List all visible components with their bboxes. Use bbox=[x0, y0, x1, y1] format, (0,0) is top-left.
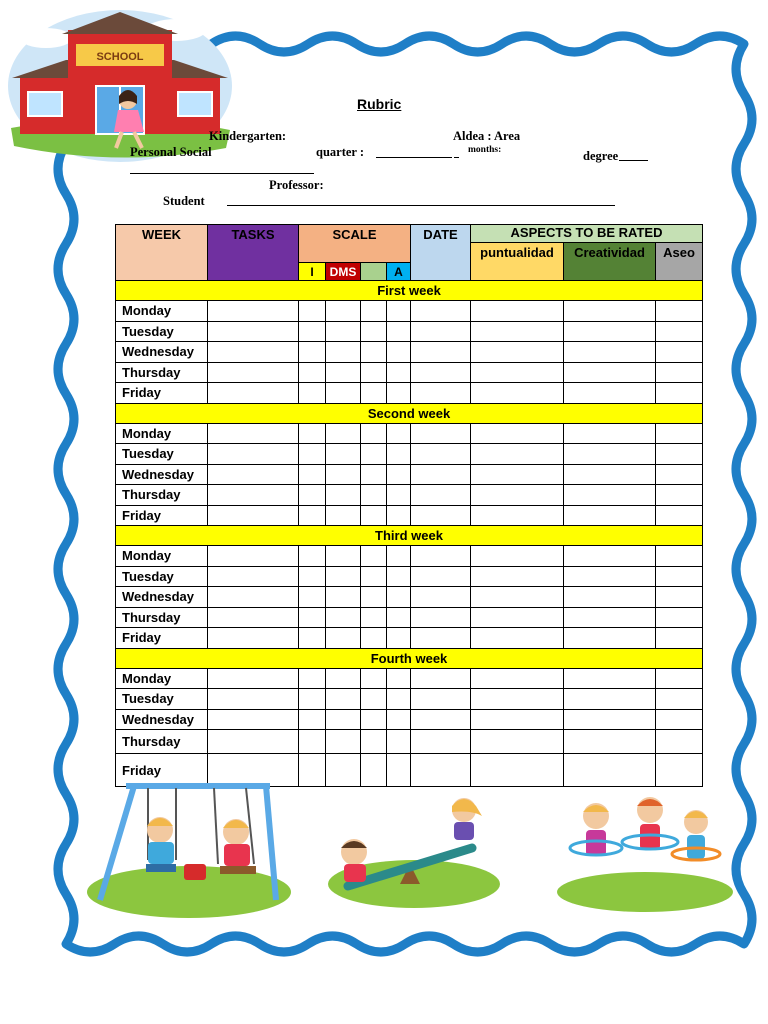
rubric-cell[interactable] bbox=[564, 754, 656, 787]
rubric-cell[interactable] bbox=[564, 464, 656, 485]
rubric-cell[interactable] bbox=[208, 464, 299, 485]
rubric-cell[interactable] bbox=[326, 546, 361, 567]
rubric-cell[interactable] bbox=[361, 566, 387, 587]
rubric-cell[interactable] bbox=[656, 485, 703, 506]
rubric-cell[interactable] bbox=[411, 423, 471, 444]
week-header-row bbox=[116, 403, 703, 423]
rubric-cell[interactable] bbox=[361, 709, 387, 730]
rubric-cell[interactable] bbox=[564, 423, 656, 444]
rubric-cell[interactable] bbox=[411, 464, 471, 485]
scale-level-a bbox=[387, 263, 411, 281]
rubric-cell[interactable] bbox=[471, 607, 564, 628]
rubric-cell[interactable] bbox=[326, 709, 361, 730]
day-row bbox=[116, 301, 703, 322]
professor-label: Professor: bbox=[269, 178, 324, 192]
rubric-cell[interactable] bbox=[564, 546, 656, 567]
personal-social-label: Personal Social bbox=[130, 145, 212, 159]
rubric-cell[interactable] bbox=[326, 362, 361, 383]
day-row bbox=[116, 628, 703, 649]
week-header-label: WEEK bbox=[142, 227, 181, 242]
rubric-cell[interactable] bbox=[326, 668, 361, 689]
date-header-label: DATE bbox=[423, 227, 458, 242]
rubric-cell[interactable] bbox=[656, 566, 703, 587]
aspect-puntualidad-label: puntualidad bbox=[480, 245, 554, 260]
rubric-cell[interactable] bbox=[361, 668, 387, 689]
day-label: Thursday bbox=[116, 485, 208, 506]
rubric-cell[interactable] bbox=[299, 709, 326, 730]
day-label: Tuesday bbox=[116, 566, 208, 587]
rubric-cell[interactable] bbox=[387, 444, 411, 465]
rubric-cell[interactable] bbox=[299, 301, 326, 322]
day-label: Tuesday bbox=[116, 689, 208, 710]
day-label: Wednesday bbox=[116, 587, 208, 608]
rubric-cell[interactable] bbox=[471, 485, 564, 506]
rubric-cell[interactable] bbox=[361, 321, 387, 342]
rubric-cell[interactable] bbox=[564, 607, 656, 628]
day-label: Friday bbox=[116, 505, 208, 526]
scale-header-label: SCALE bbox=[332, 227, 377, 242]
rubric-cell[interactable] bbox=[326, 628, 361, 649]
rubric-cell[interactable] bbox=[299, 383, 326, 404]
rubric-cell[interactable] bbox=[411, 689, 471, 710]
student-label: Student bbox=[163, 194, 205, 208]
rubric-cell[interactable] bbox=[326, 485, 361, 506]
rubric-cell[interactable] bbox=[361, 383, 387, 404]
aspect-creatividad-label: Creatividad bbox=[574, 245, 645, 260]
rubric-cell[interactable] bbox=[564, 383, 656, 404]
rubric-cell[interactable] bbox=[411, 709, 471, 730]
rubric-cell[interactable] bbox=[387, 301, 411, 322]
rubric-cell[interactable] bbox=[411, 607, 471, 628]
rubric-cell[interactable] bbox=[411, 342, 471, 363]
rubric-cell[interactable] bbox=[208, 607, 299, 628]
rubric-cell[interactable] bbox=[361, 628, 387, 649]
day-label: Tuesday bbox=[116, 321, 208, 342]
rubric-cell[interactable] bbox=[208, 383, 299, 404]
kindergarten-label: Kindergarten: bbox=[209, 129, 287, 143]
rubric-cell[interactable] bbox=[656, 587, 703, 608]
rubric-cell[interactable] bbox=[208, 628, 299, 649]
rubric-cell[interactable] bbox=[564, 709, 656, 730]
rubric-cell[interactable] bbox=[208, 362, 299, 383]
rubric-cell[interactable] bbox=[299, 689, 326, 710]
day-label: Friday bbox=[116, 383, 208, 404]
day-row bbox=[116, 362, 703, 383]
rubric-cell[interactable] bbox=[656, 301, 703, 322]
day-label: Tuesday bbox=[116, 444, 208, 465]
aspects-header-label: ASPECTS TO BE RATED bbox=[510, 225, 663, 240]
rubric-cell[interactable] bbox=[656, 342, 703, 363]
rubric-cell[interactable] bbox=[208, 546, 299, 567]
rubric-cell[interactable] bbox=[361, 362, 387, 383]
rubric-cell[interactable] bbox=[208, 485, 299, 506]
rubric-cell[interactable] bbox=[326, 383, 361, 404]
rubric-cell[interactable] bbox=[326, 342, 361, 363]
rubric-cell[interactable] bbox=[361, 485, 387, 506]
rubric-cell[interactable] bbox=[411, 668, 471, 689]
week-header-row bbox=[116, 281, 703, 301]
rubric-cell[interactable] bbox=[208, 587, 299, 608]
day-row bbox=[116, 423, 703, 444]
week-label: Second week bbox=[116, 403, 703, 423]
rubric-cell[interactable] bbox=[387, 689, 411, 710]
day-label: Wednesday bbox=[116, 709, 208, 730]
rubric-cell[interactable] bbox=[656, 709, 703, 730]
degree-field[interactable] bbox=[619, 160, 648, 161]
rubric-cell[interactable] bbox=[361, 301, 387, 322]
rubric-cell[interactable] bbox=[656, 730, 703, 754]
date-column-header bbox=[411, 225, 471, 281]
rubric-cell[interactable] bbox=[471, 566, 564, 587]
rubric-cell[interactable] bbox=[299, 464, 326, 485]
rubric-cell[interactable] bbox=[361, 342, 387, 363]
rubric-cell[interactable] bbox=[208, 689, 299, 710]
scale-column-header bbox=[299, 225, 411, 263]
rubric-cell[interactable] bbox=[299, 444, 326, 465]
rubric-cell[interactable] bbox=[361, 754, 387, 787]
rubric-cell[interactable] bbox=[208, 668, 299, 689]
rubric-table bbox=[115, 224, 703, 787]
scale-level-dms bbox=[326, 263, 361, 281]
rubric-cell[interactable] bbox=[361, 505, 387, 526]
rubric-cell[interactable] bbox=[411, 505, 471, 526]
rubric-cell[interactable] bbox=[656, 321, 703, 342]
quarter-field[interactable] bbox=[376, 157, 452, 158]
scale-level-a-label: A bbox=[394, 264, 403, 279]
day-row bbox=[116, 709, 703, 730]
rubric-cell[interactable] bbox=[564, 444, 656, 465]
rubric-cell[interactable] bbox=[387, 628, 411, 649]
rubric-cell[interactable] bbox=[361, 730, 387, 754]
rubric-cell[interactable] bbox=[471, 709, 564, 730]
rubric-cell[interactable] bbox=[208, 423, 299, 444]
day-row bbox=[116, 668, 703, 689]
day-label: Monday bbox=[116, 301, 208, 322]
page-title: Rubric bbox=[357, 96, 402, 112]
scale-level-i bbox=[299, 263, 326, 281]
scale-level-dms-label: DMS bbox=[329, 264, 357, 279]
rubric-cell[interactable] bbox=[208, 301, 299, 322]
day-label: Monday bbox=[116, 668, 208, 689]
rubric-cell[interactable] bbox=[656, 505, 703, 526]
week-label: First week bbox=[116, 281, 703, 301]
week-label: Third week bbox=[116, 526, 703, 546]
rubric-cell[interactable] bbox=[387, 423, 411, 444]
aspect-creatividad-header bbox=[564, 243, 656, 281]
rubric-cell[interactable] bbox=[564, 628, 656, 649]
rubric-cell[interactable] bbox=[656, 668, 703, 689]
rubric-cell[interactable] bbox=[361, 607, 387, 628]
rubric-cell[interactable] bbox=[471, 464, 564, 485]
rubric-cell[interactable] bbox=[387, 546, 411, 567]
rubric-cell[interactable] bbox=[326, 730, 361, 754]
rubric-cell[interactable] bbox=[564, 668, 656, 689]
rubric-cell[interactable] bbox=[471, 505, 564, 526]
rubric-cell[interactable] bbox=[656, 754, 703, 787]
rubric-cell[interactable] bbox=[411, 587, 471, 608]
day-row bbox=[116, 607, 703, 628]
day-label: Monday bbox=[116, 423, 208, 444]
rubric-cell[interactable] bbox=[299, 607, 326, 628]
hula-hoop-illustration bbox=[556, 788, 734, 914]
rubric-cell[interactable] bbox=[411, 444, 471, 465]
rubric-cell[interactable] bbox=[326, 423, 361, 444]
rubric-cell[interactable] bbox=[471, 383, 564, 404]
rubric-cell[interactable] bbox=[299, 423, 326, 444]
rubric-cell[interactable] bbox=[208, 566, 299, 587]
week-header-row bbox=[116, 648, 703, 668]
rubric-cell[interactable] bbox=[564, 321, 656, 342]
day-row bbox=[116, 689, 703, 710]
rubric-cell[interactable] bbox=[564, 587, 656, 608]
student-field[interactable] bbox=[227, 205, 615, 206]
rubric-cell[interactable] bbox=[387, 383, 411, 404]
scale-level-i-label: I bbox=[310, 264, 314, 279]
rubric-cell[interactable] bbox=[656, 628, 703, 649]
day-row bbox=[116, 444, 703, 465]
rubric-cell[interactable] bbox=[387, 730, 411, 754]
personal-social-field[interactable] bbox=[130, 173, 314, 174]
rubric-cell[interactable] bbox=[411, 730, 471, 754]
day-label: Thursday bbox=[116, 362, 208, 383]
rubric-cell[interactable] bbox=[471, 668, 564, 689]
tasks-header-label: TASKS bbox=[231, 227, 275, 242]
week-header-row bbox=[116, 526, 703, 546]
rubric-cell[interactable] bbox=[326, 464, 361, 485]
rubric-cell[interactable] bbox=[411, 362, 471, 383]
rubric-cell[interactable] bbox=[656, 464, 703, 485]
rubric-cell[interactable] bbox=[387, 321, 411, 342]
rubric-cell[interactable] bbox=[564, 505, 656, 526]
rubric-cell[interactable] bbox=[411, 383, 471, 404]
rubric-cell[interactable] bbox=[387, 464, 411, 485]
rubric-cell[interactable] bbox=[299, 546, 326, 567]
rubric-cell[interactable] bbox=[299, 628, 326, 649]
rubric-cell[interactable] bbox=[326, 301, 361, 322]
rubric-cell[interactable] bbox=[299, 485, 326, 506]
rubric-cell[interactable] bbox=[471, 423, 564, 444]
week-label: Fourth week bbox=[116, 648, 703, 668]
rubric-cell[interactable] bbox=[471, 546, 564, 567]
rubric-cell[interactable] bbox=[387, 485, 411, 506]
rubric-cell[interactable] bbox=[387, 607, 411, 628]
rubric-cell[interactable] bbox=[326, 505, 361, 526]
day-row bbox=[116, 464, 703, 485]
rubric-cell[interactable] bbox=[411, 321, 471, 342]
rubric-cell[interactable] bbox=[471, 362, 564, 383]
rubric-cell[interactable] bbox=[471, 730, 564, 754]
rubric-cell[interactable] bbox=[299, 668, 326, 689]
rubric-cell[interactable] bbox=[564, 485, 656, 506]
rubric-cell[interactable] bbox=[564, 342, 656, 363]
rubric-cell[interactable] bbox=[471, 587, 564, 608]
rubric-cell[interactable] bbox=[361, 689, 387, 710]
rubric-cell[interactable] bbox=[411, 485, 471, 506]
rubric-cell[interactable] bbox=[326, 689, 361, 710]
rubric-cell[interactable] bbox=[299, 362, 326, 383]
rubric-cell[interactable] bbox=[471, 321, 564, 342]
day-row bbox=[116, 546, 703, 567]
rubric-cell[interactable] bbox=[656, 383, 703, 404]
day-row bbox=[116, 342, 703, 363]
day-row bbox=[116, 505, 703, 526]
day-row bbox=[116, 485, 703, 506]
rubric-cell[interactable] bbox=[564, 301, 656, 322]
day-label: Thursday bbox=[116, 607, 208, 628]
rubric-cell[interactable] bbox=[411, 566, 471, 587]
day-row bbox=[116, 321, 703, 342]
seesaw-illustration bbox=[326, 790, 502, 910]
school-illustration bbox=[6, 8, 234, 164]
quarter-field-dash bbox=[454, 157, 459, 158]
aspects-header bbox=[471, 225, 703, 243]
rubric-cell[interactable] bbox=[299, 754, 326, 787]
rubric-cell[interactable] bbox=[299, 730, 326, 754]
rubric-cell[interactable] bbox=[656, 444, 703, 465]
day-label: Monday bbox=[116, 546, 208, 567]
rubric-cell[interactable] bbox=[326, 607, 361, 628]
rubric-cell[interactable] bbox=[326, 444, 361, 465]
rubric-cell[interactable] bbox=[471, 301, 564, 322]
rubric-cell[interactable] bbox=[326, 754, 361, 787]
rubric-cell[interactable] bbox=[299, 505, 326, 526]
aldea-area-label: Aldea : Area bbox=[453, 129, 521, 143]
rubric-cell[interactable] bbox=[564, 362, 656, 383]
rubric-cell[interactable] bbox=[208, 444, 299, 465]
aspect-aseo-label: Aseo bbox=[663, 245, 695, 260]
rubric-cell[interactable] bbox=[387, 566, 411, 587]
day-row bbox=[116, 383, 703, 404]
months-label: months: bbox=[468, 145, 502, 155]
rubric-cell[interactable] bbox=[387, 668, 411, 689]
swing-illustration bbox=[86, 780, 292, 922]
rubric-cell[interactable] bbox=[208, 709, 299, 730]
rubric-cell[interactable] bbox=[361, 423, 387, 444]
day-row bbox=[116, 730, 703, 754]
rubric-cell[interactable] bbox=[656, 362, 703, 383]
day-label: Friday bbox=[116, 628, 208, 649]
rubric-cell[interactable] bbox=[208, 505, 299, 526]
rubric-cell[interactable] bbox=[387, 342, 411, 363]
rubric-cell[interactable] bbox=[411, 546, 471, 567]
rubric-cell[interactable] bbox=[411, 628, 471, 649]
quarter-label: quarter : bbox=[316, 145, 365, 159]
day-label: Wednesday bbox=[116, 342, 208, 363]
rubric-cell[interactable] bbox=[387, 362, 411, 383]
rubric-cell[interactable] bbox=[656, 423, 703, 444]
rubric-cell[interactable] bbox=[471, 444, 564, 465]
rubric-cell[interactable] bbox=[208, 342, 299, 363]
rubric-cell[interactable] bbox=[471, 754, 564, 787]
rubric-cell[interactable] bbox=[299, 321, 326, 342]
rubric-cell[interactable] bbox=[656, 607, 703, 628]
rubric-cell[interactable] bbox=[208, 730, 299, 754]
rubric-cell[interactable] bbox=[387, 505, 411, 526]
rubric-cell[interactable] bbox=[326, 566, 361, 587]
day-label: Thursday bbox=[116, 730, 208, 754]
rubric-cell[interactable] bbox=[208, 321, 299, 342]
week-column-header bbox=[116, 225, 208, 281]
day-label: Friday bbox=[116, 754, 208, 787]
rubric-cell[interactable] bbox=[361, 464, 387, 485]
degree-label: degree bbox=[583, 149, 619, 163]
day-row bbox=[116, 587, 703, 608]
rubric-cell[interactable] bbox=[471, 689, 564, 710]
scale-level-green bbox=[361, 263, 387, 281]
day-row bbox=[116, 566, 703, 587]
rubric-cell[interactable] bbox=[326, 587, 361, 608]
rubric-cell[interactable] bbox=[656, 689, 703, 710]
aspect-puntualidad-header bbox=[471, 243, 564, 281]
rubric-cell[interactable] bbox=[299, 342, 326, 363]
rubric-cell[interactable] bbox=[471, 342, 564, 363]
rubric-cell[interactable] bbox=[411, 301, 471, 322]
rubric-cell[interactable] bbox=[471, 628, 564, 649]
tasks-column-header bbox=[208, 225, 299, 281]
school-sign: SCHOOL bbox=[96, 51, 144, 63]
rubric-cell[interactable] bbox=[564, 689, 656, 710]
rubric-cell[interactable] bbox=[299, 587, 326, 608]
rubric-cell[interactable] bbox=[361, 444, 387, 465]
rubric-cell[interactable] bbox=[656, 546, 703, 567]
rubric-cell[interactable] bbox=[387, 587, 411, 608]
rubric-cell[interactable] bbox=[361, 587, 387, 608]
rubric-cell[interactable] bbox=[361, 546, 387, 567]
day-label: Wednesday bbox=[116, 464, 208, 485]
rubric-cell[interactable] bbox=[387, 709, 411, 730]
rubric-cell[interactable] bbox=[411, 754, 471, 787]
rubric-cell[interactable] bbox=[564, 730, 656, 754]
rubric-cell[interactable] bbox=[326, 321, 361, 342]
aspect-aseo-header bbox=[656, 243, 703, 281]
rubric-cell[interactable] bbox=[387, 754, 411, 787]
rubric-cell[interactable] bbox=[299, 566, 326, 587]
rubric-cell[interactable] bbox=[564, 566, 656, 587]
